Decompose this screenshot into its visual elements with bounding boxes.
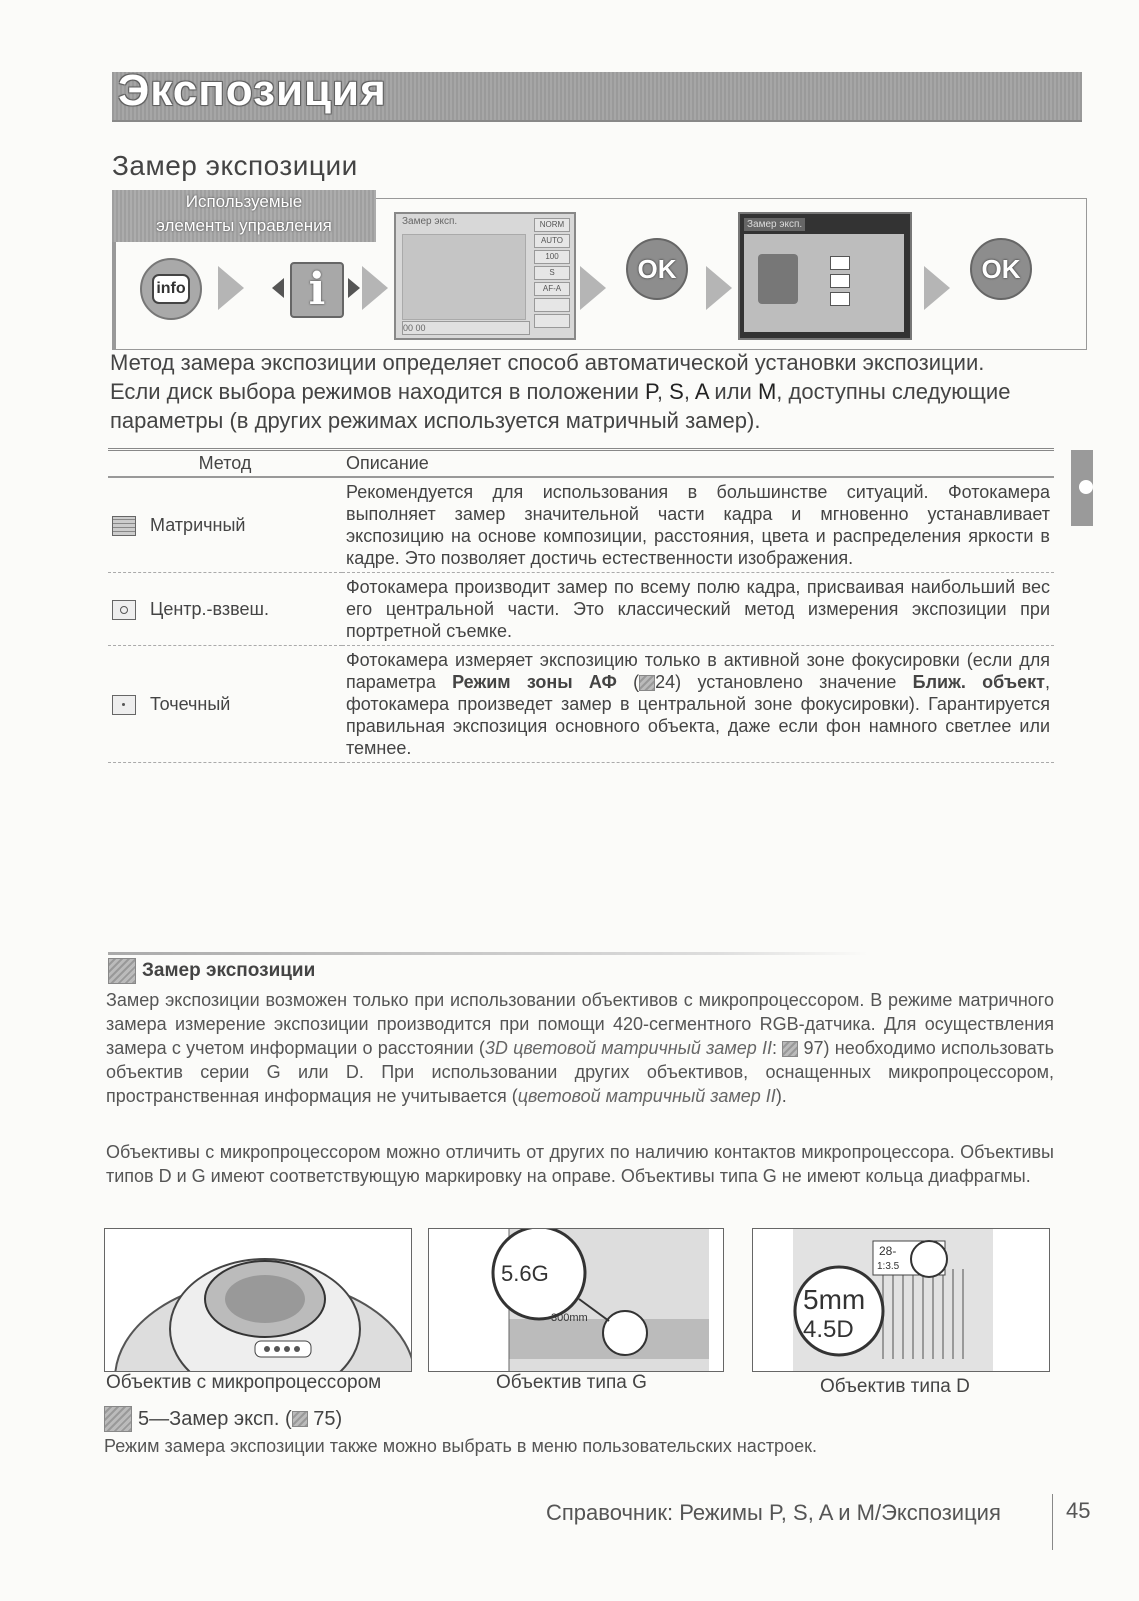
- screen1-side-panel: [534, 218, 570, 334]
- metering-methods-table: [108, 448, 1054, 763]
- method-cell: [108, 477, 342, 573]
- matrix-option-icon: [830, 256, 850, 270]
- ok-button-icon: OK: [626, 238, 688, 300]
- section-title: Замер экспозиции: [112, 150, 358, 181]
- screen1-side-item: AF-A: [534, 282, 570, 296]
- screen1-image: [402, 234, 526, 320]
- column-header-method: Метод: [108, 450, 342, 478]
- column-header-description: Описание: [342, 450, 1054, 478]
- chapter-title: Экспозиция: [118, 66, 387, 115]
- note-rule: [108, 952, 868, 955]
- screen1-side-item: [534, 314, 570, 328]
- screen1-side-item: [534, 298, 570, 312]
- tip-heading: 5—Замер эксп. ( 75): [104, 1406, 342, 1432]
- cpu-lens-photo: [104, 1228, 412, 1372]
- spot-metering-icon: [112, 695, 136, 715]
- d-mark-small: 1:3.5: [877, 1261, 900, 1272]
- screen1-side-item: AUTO: [534, 234, 570, 248]
- metering-menu-illustration: [738, 212, 912, 340]
- page-number: 45: [1066, 1498, 1091, 1523]
- camera-tab-icon: [1079, 480, 1093, 494]
- intro-line: Метод замера экспозиции определяет способ автоматической установки экспозиции.: [110, 350, 985, 375]
- triangle-left-icon: [272, 278, 284, 298]
- screen1-title: Замер эксп.: [402, 216, 458, 227]
- photo-caption: Объектив типа D: [820, 1376, 970, 1397]
- page-ref-icon: [292, 1411, 308, 1427]
- note-heading: Замер экспозиции: [108, 958, 315, 984]
- info-label: info: [152, 274, 190, 304]
- d-lens-photo: [752, 1228, 1050, 1372]
- note-paragraph: Замер экспозиции возможен только при использовании объективов с микропроцессором. В режиме матричного замера измерение экспозиции производится при помощи 420-сегментного RGB-датчика. Для осуществления замера с учетом информации о расстоянии (3D цветовой матричный замер II: 97) необходимо использовать объектив серии G или D. При использовании других объективов, оснащенных микропроцессором, пространственная информация не учитывается (цветовой матричный замер II).: [106, 990, 1054, 1106]
- camera-icon: [758, 254, 798, 304]
- description-cell: Рекомендуется для использования в большинстве ситуаций. Фотокамера выполняет замер значительной части кадра и мгновенно устанавливает экспозицию на основе композиции, расстояния, цвета и распределения яркости в кадре. Это позволяет достичь естественности изображения.: [342, 477, 1054, 573]
- closest-subject-term: Ближ. объект: [912, 672, 1045, 692]
- description-cell: Фотокамера измеряет экспозицию только в активной зоне фокусировки (если для параметра Режим зоны АФ ( 24) установлено значение Ближ. объект, фотокамера произведет замер в центральной зоне фокусировки). Гарантируется правильная экспозиция основного объекта, даже если фон намного светлее или темнее.: [342, 646, 1054, 763]
- screen2-title: Замер эксп.: [744, 218, 805, 231]
- screen1-bottom-bar: 00 00: [402, 321, 530, 335]
- arrow-icon: [924, 266, 950, 310]
- center-weighted-icon: [112, 600, 136, 620]
- info-button-icon: [140, 258, 202, 320]
- g-lens-photo: [428, 1228, 724, 1372]
- method-cell: [108, 573, 342, 646]
- intro-paragraph: [110, 348, 1082, 435]
- ok-button-icon: OK: [970, 238, 1032, 300]
- intro-line: Если диск выбора режимов находится в положении P, S, A или M, доступны следующие: [110, 379, 1011, 404]
- chapter-side-tab: [1071, 450, 1093, 526]
- arrow-icon: [362, 266, 388, 310]
- photo-caption: Объектив с микропроцессором: [106, 1372, 382, 1393]
- table-row: [108, 477, 1054, 573]
- method-name: Центр.-взвеш.: [150, 598, 269, 619]
- method-name: Точечный: [150, 693, 231, 714]
- d-big-text: 4.5D: [803, 1316, 854, 1343]
- tip-text: Режим замера экспозиции также можно выбрать в меню пользовательских настроек.: [104, 1436, 817, 1456]
- g-small-text: 300mm: [551, 1312, 588, 1324]
- controls-label: [112, 190, 376, 242]
- triangle-right-icon: [348, 278, 360, 298]
- arrow-icon: [580, 266, 606, 310]
- screen1-side-item: S: [534, 266, 570, 280]
- matrix-metering-icon: [112, 516, 136, 536]
- controls-label-line2: элементы управления: [156, 216, 332, 235]
- d-big-text: 5mm: [803, 1284, 866, 1315]
- af-area-mode-term: Режим зоны АФ: [452, 672, 617, 692]
- i-button-icon: [272, 258, 360, 318]
- page-ref-icon: [639, 675, 655, 691]
- d-mark-top: 28-: [879, 1244, 897, 1258]
- footer-divider: [1052, 1494, 1053, 1550]
- arrow-icon: [706, 266, 732, 310]
- controls-label-line1: Используемые: [185, 192, 303, 211]
- screen2-body: [744, 234, 904, 332]
- center-weighted-option-icon: [830, 274, 850, 288]
- screen1-side-item: NORM: [534, 218, 570, 232]
- note-icon: [104, 1406, 132, 1432]
- g-mark-text: 5.6G: [501, 1261, 549, 1286]
- info-screen-illustration: [394, 212, 576, 340]
- i-label: i: [290, 262, 344, 318]
- method-cell: [108, 646, 342, 763]
- screen1-side-item: 100: [534, 250, 570, 264]
- method-name: Матричный: [150, 514, 246, 535]
- photo-caption: Объектив типа G: [496, 1372, 647, 1393]
- arrow-icon: [218, 266, 244, 310]
- table-row: [108, 646, 1054, 763]
- spot-option-icon: [830, 292, 850, 306]
- intro-line: параметры (в других режимах используется матричный замер).: [110, 408, 761, 433]
- note-icon: [108, 958, 136, 984]
- page-ref-icon: [782, 1041, 798, 1057]
- footer-text: Справочник: Режимы P, S, A и M/Экспозиция: [546, 1500, 1001, 1525]
- table-row: [108, 573, 1054, 646]
- description-cell: Фотокамера производит замер по всему полю кадра, присваивая наибольший вес его центральной части. Это классический метод измерения экспозиции при портретной съемке.: [342, 573, 1054, 646]
- note-paragraph: Объективы с микропроцессором можно отличить от других по наличию контактов микропроцессора. Объективы типов D и G имеют соответствующую маркировку на оправе. Объективы типа G не имеют кольца диафрагмы.: [106, 1142, 1054, 1186]
